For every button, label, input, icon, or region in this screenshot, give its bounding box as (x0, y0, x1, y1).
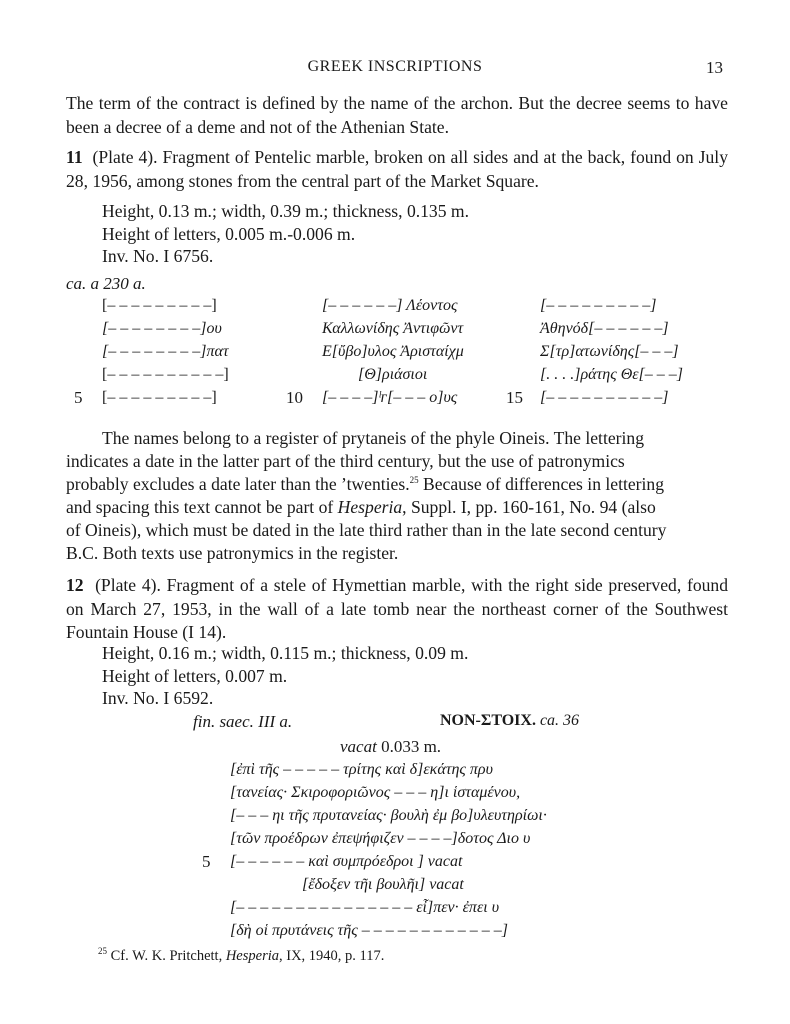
col2-line-4: [Θ]ριάσιοι (358, 366, 428, 383)
line-number-10: 10 (286, 388, 303, 407)
col1-line-2: [– – – – – – – –]ου (102, 320, 222, 337)
col3-line-4: [. . . .]ράτης Θε[– – –] (540, 366, 683, 383)
commentary-line-4: and spacing this text cannot be part of Hesperia, Suppl. I, pp. 160-161, No. 94 (also (66, 497, 656, 517)
entry-12-text: (Plate 4). Fragment of a stele of Hymettian marble, with the right side preserved, found on March 27, 1953, in the wall of a late tomb near the northeast corner of the Southwest Fountain House (I 14). (66, 575, 729, 643)
col3-line-1: [– – – – – – – – –] (540, 297, 657, 314)
footnote-ref: 25 (409, 475, 419, 486)
entry-11-inventory: Inv. No. I 6756. (102, 246, 214, 266)
e12-line-4: [τῶν προέδρων ἐπεψήφιζεν – – – –]δοτος Διο υ (230, 830, 531, 847)
entry-11-description (66, 146, 728, 193)
e12-line-2: [τανείας· Σκιροφοριῶνος – – – η]ι ἱσταμένου, (230, 784, 521, 801)
col3-line-3: Σ[τρ]ατωνίδης[– – –] (540, 343, 679, 360)
col2-line-5: [– – – –]ˡᴦ[– – – ο]υς (322, 389, 458, 406)
line-number-5: 5 (74, 388, 83, 407)
commentary-line-2: indicates a date in the latter part of the third century, but the use of patronymics (66, 451, 625, 471)
footnote: $^{25}$ Cf. W. K. Pritchett, Hesperia, IX, 1940, p. 117. (98, 946, 385, 964)
entry-11-date: ca. a 230 a. (66, 274, 146, 293)
entry-11-number: 11 (66, 147, 83, 167)
entry-12-letter-height: Height of letters, 0.007 m. (102, 665, 288, 686)
entry-12-dimensions: Height, 0.16 m.; width, 0.115 m.; thickness, 0.09 m. (102, 643, 469, 663)
commentary-line-6: B.C. Both texts use patronymics in the register. (66, 543, 399, 563)
intro-paragraph: The term of the contract is defined by the name of the archon. But the decree seems to have been a decree of a deme and not of the Athenian State. (66, 93, 728, 137)
entry-11-dimensions: Height, 0.13 m.; width, 0.39 m.; thickness, 0.135 m. (102, 201, 470, 221)
e12-line-5: [– – – – – – καὶ συμπρόεδροι ] vacat (230, 853, 463, 870)
col3-line-5: [– – – – – – – – – –] (540, 389, 669, 406)
e12-line-6: [ἔδοξεν τῆι βουλῆι] vacat (302, 876, 464, 893)
commentary-line-3: probably excludes a date later than the ’twenties.$^{25}$ Because of differences in lettering (66, 474, 665, 494)
commentary-line-1: The names belong to a register of prytaneis of the phyle Oineis. The lettering (102, 428, 644, 448)
entry-11-text: (Plate 4). Fragment of Pentelic marble, broken on all sides and at the back, found on July 28, 1956, among stones from the central part of the Market Square. (66, 147, 728, 191)
entry-12-vacat-top: vacat 0.033 m. (340, 737, 442, 756)
e12-line-8: [δὴ οἱ πρυτάνεις τῆς – – – – – – – – – – – –] (230, 922, 508, 939)
col2-line-2: Καλλωνίδης Ἀντιφῶντ (322, 320, 464, 337)
e12-line-1: [ἐπὶ τῆς – – – – – τρίτης καὶ δ]εκάτης πρυ (230, 761, 493, 778)
col1-line-1: [– – – – – – – – –] (102, 297, 217, 314)
col1-line-3: [– – – – – – – –]πατ (102, 343, 229, 360)
line-number-15: 15 (506, 388, 523, 407)
entry-11-letter-height: Height of letters, 0.005 m.-0.006 m. (102, 223, 356, 244)
col2-line-3: Ε[ὔβο]υλος Ἀρισταίχμ (322, 343, 464, 360)
entry-11-meta (102, 200, 469, 268)
entry-12-description (66, 574, 728, 645)
commentary-line-5: of Oineis), which must be dated in the late third rather than in the late second century (66, 520, 667, 540)
entry-12-stoich: NON-ΣΤΟΙΧ. ca. 36 (440, 712, 580, 729)
e12-line-3: [– – – ηι τῆς πρυτανείας· βουλὴ ἐμ βο]υλευτηρίωι· (230, 807, 547, 824)
page-number: 13 (706, 58, 723, 77)
col1-line-5: [– – – – – – – – –] (102, 389, 217, 406)
entry-12-number: 12 (66, 575, 84, 595)
col1-line-4: [– – – – – – – – – –] (102, 366, 229, 383)
entry-12-date: fin. saec. III a. (193, 712, 293, 731)
running-title: GREEK INSCRIPTIONS (307, 58, 483, 75)
entry-12-inventory: Inv. No. I 6592. (102, 688, 214, 708)
col3-line-2: Ἀθηνόδ[– – – – – –] (540, 320, 669, 337)
e12-line-7: [– – – – – – – – – – – – – – – εἶ]πεν· ἐπει υ (230, 899, 500, 916)
e12-line-number-5: 5 (202, 852, 211, 871)
col2-line-1: [– – – – – –] Λέοντος (322, 297, 458, 314)
entry-12-meta (102, 642, 468, 710)
